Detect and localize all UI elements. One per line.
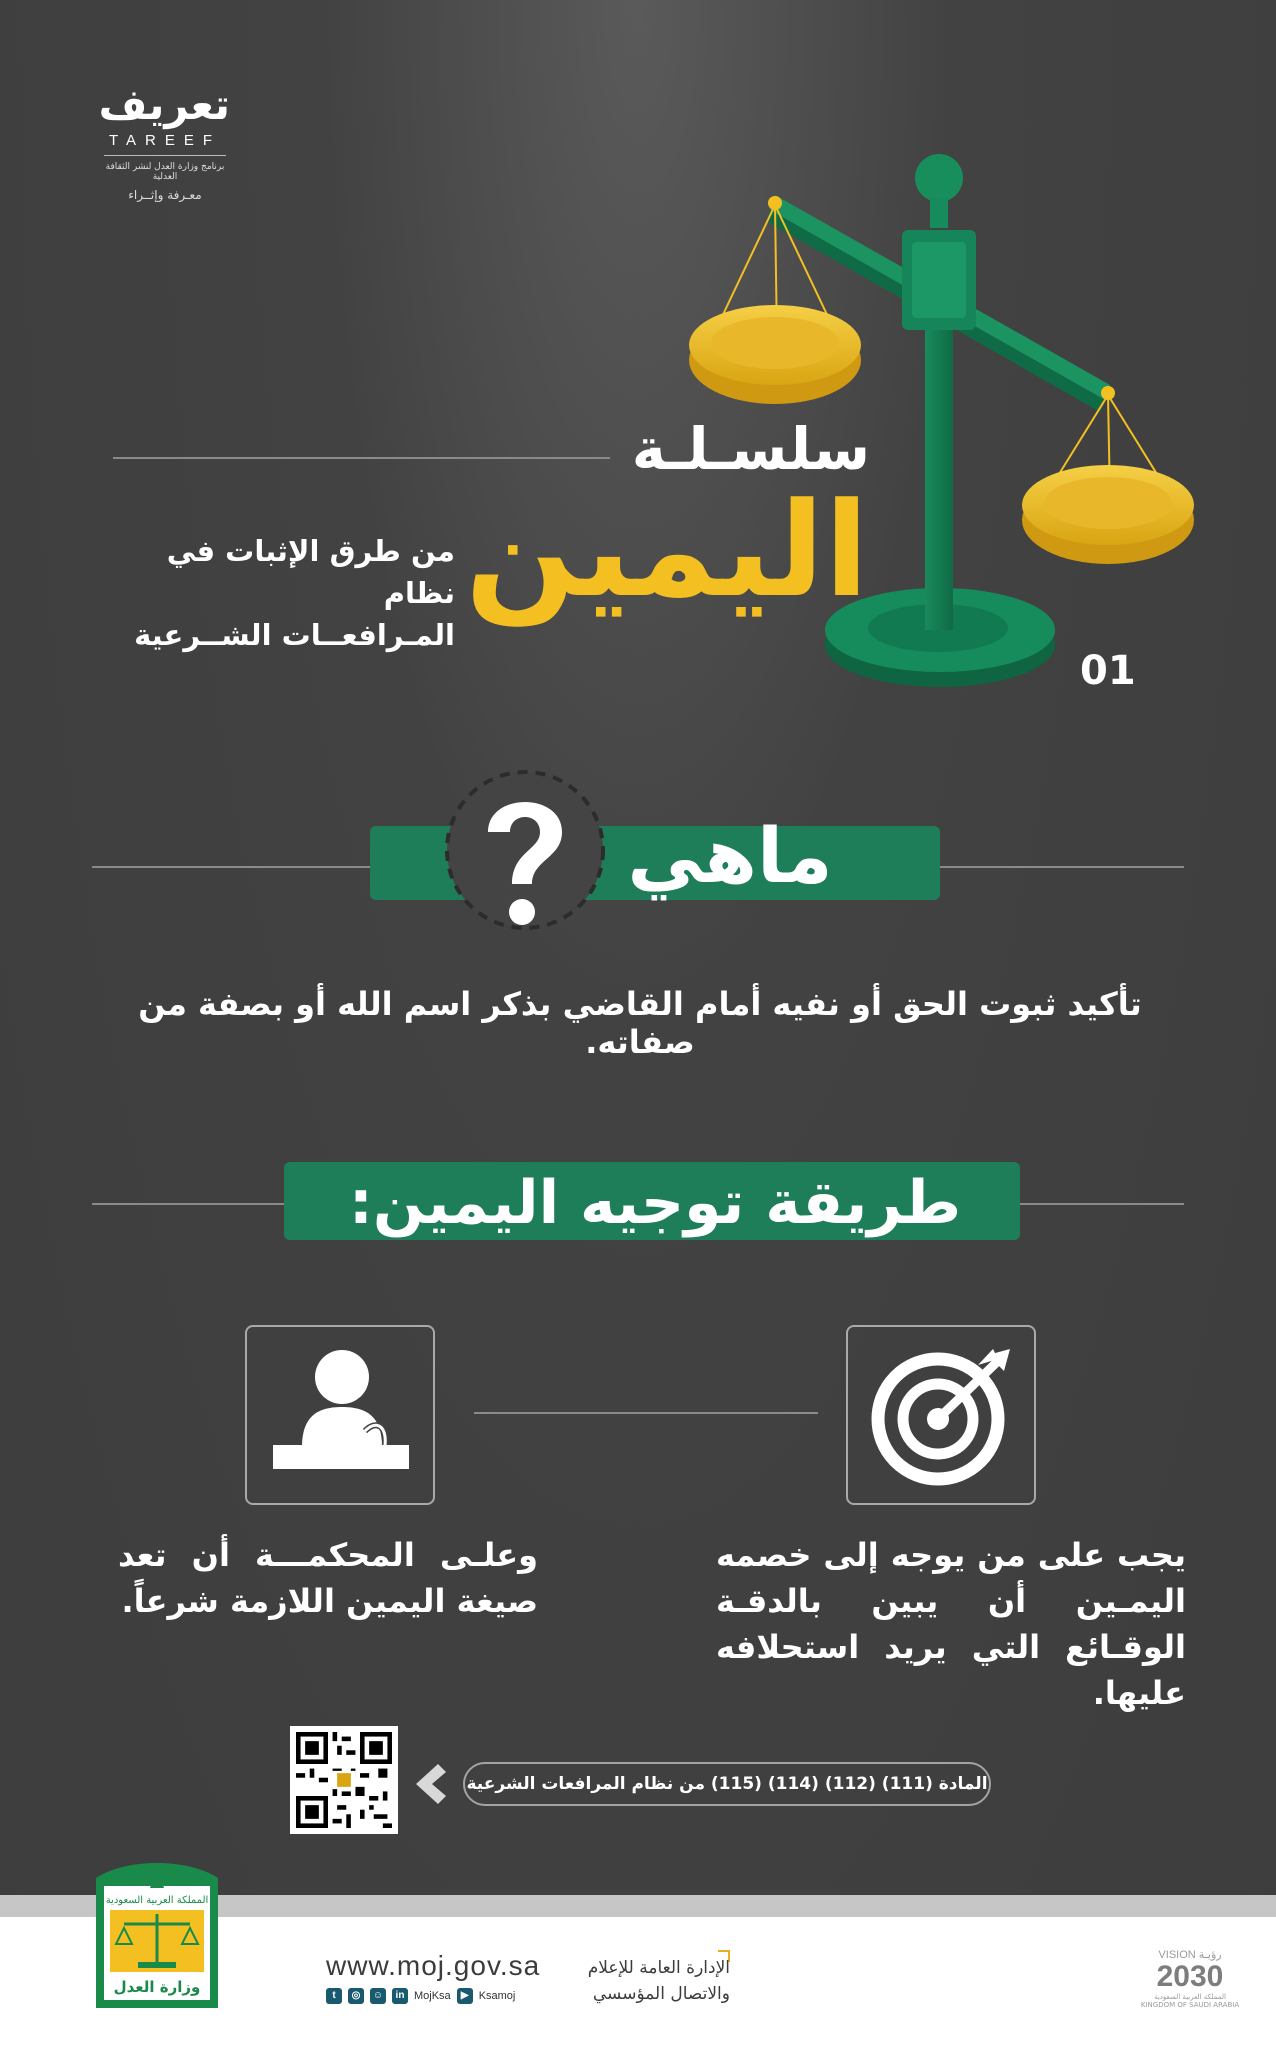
page-subtitle xyxy=(90,530,455,656)
left-column-text: وعلـى المحكمـــة أن تعد صيغة اليمين اللازمة شرعاً. xyxy=(118,1536,538,1620)
judge-icon-box xyxy=(245,1325,435,1505)
linkedin-icon[interactable]: in xyxy=(392,1988,408,2004)
dept-line-1: الإدارة العامة للإعلام xyxy=(587,1958,730,1978)
subtitle-line-1: من طرق الإثبات في نظام xyxy=(166,534,455,610)
vision-label: VISION رؤيـة xyxy=(1158,1949,1222,1961)
emblem-ministry-name: وزارة العدل xyxy=(113,1978,201,1996)
social-handle-1: MojKsa xyxy=(414,1990,451,2002)
twitter-icon[interactable]: t xyxy=(326,1988,342,2004)
qr-pattern-icon xyxy=(296,1732,392,1828)
page-title: اليمين xyxy=(465,474,869,626)
subtitle-line-2: المـرافعــات الشــرعية xyxy=(134,618,455,652)
emblem-top-text: المملكة العربية السعودية xyxy=(105,1895,209,1906)
series-label: سلسـلـة xyxy=(631,415,870,483)
title-divider xyxy=(113,457,610,459)
logo-divider xyxy=(104,155,226,156)
target-icon xyxy=(848,1327,1034,1503)
vision-2030-logo xyxy=(1140,1948,1240,2009)
dept-line-2: والاتصال المؤسسي xyxy=(592,1984,730,2004)
qr-code[interactable] xyxy=(290,1726,398,1834)
icons-connector xyxy=(474,1412,818,1414)
whatis-heading: ماهي xyxy=(627,811,833,900)
logo-english: TAREEF xyxy=(108,132,222,149)
judge-icon xyxy=(247,1327,433,1503)
logo-tagline: معـرفة وإثــراء xyxy=(128,188,202,202)
media-department xyxy=(570,1955,730,2007)
episode-number: 01 xyxy=(1080,648,1136,694)
social-links xyxy=(326,1988,515,2004)
instagram-icon[interactable]: ◎ xyxy=(348,1988,364,2004)
logo-arabic: تعريف xyxy=(98,80,230,129)
logo-subtitle: برنامج وزارة العدل لنشر الثقافة العدلية xyxy=(105,162,225,182)
reference-pill: المادة (111) (112) (114) (115) من نظام المرافعات الشرعية xyxy=(463,1762,991,1806)
tareef-logo xyxy=(100,80,230,202)
right-column-text: يجب على من يوجه إلى خصمه اليمـين أن يبين بالدقـة الوقـائع التي يريد استحلافه عليها. xyxy=(716,1536,1186,1712)
vision-year: 2030 xyxy=(1156,1960,1224,1993)
social-handle-2: Ksamoj xyxy=(478,1990,516,2002)
target-icon-box xyxy=(846,1325,1036,1505)
vision-subtitle: المملكة العربية السعودية KINGDOM OF SAUDI ARABIA xyxy=(1140,1993,1240,2009)
snapchat-icon[interactable]: ☺ xyxy=(370,1988,386,2004)
website-link[interactable]: www.moj.gov.sa xyxy=(326,1950,541,1981)
ministry-emblem-icon xyxy=(86,1848,228,2016)
definition-text: تأكيد ثبوت الحق أو نفيه أمام القاضي بذكر اسم الله أو بصفة من صفاته. xyxy=(138,985,1142,1061)
chevron-left-icon xyxy=(410,1762,450,1806)
youtube-icon[interactable]: ▶ xyxy=(457,1988,473,2004)
method-heading: طريقة توجيه اليمين: xyxy=(348,1168,962,1238)
